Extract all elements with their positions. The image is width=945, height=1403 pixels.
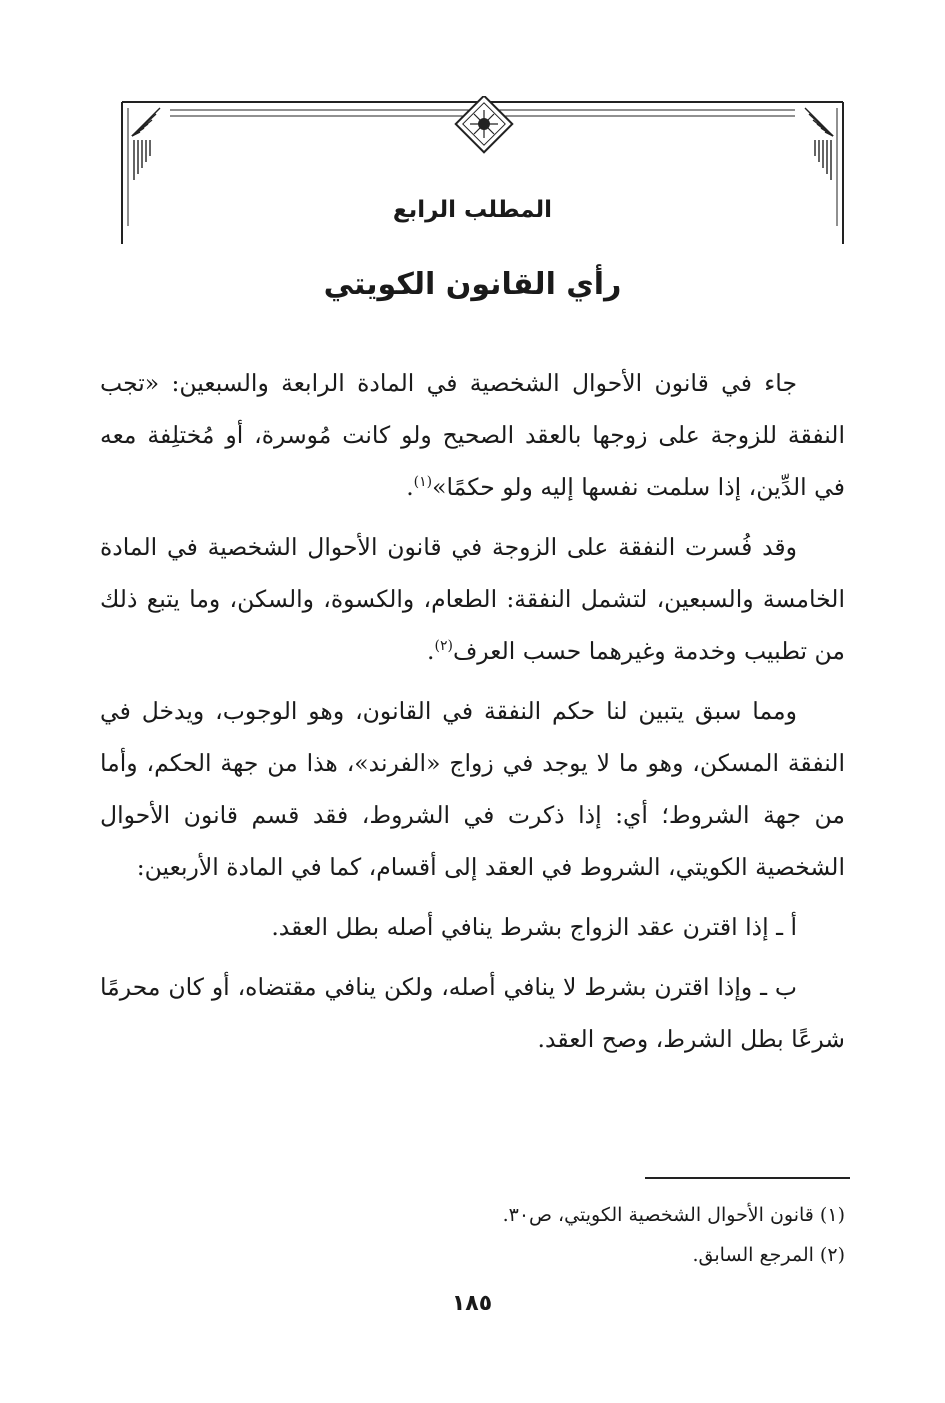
paragraph-4: أ ـ إذا اقترن عقد الزواج بشرط ينافي أصله بطل العقد. xyxy=(271,913,797,941)
footnote-1: (١) قانون الأحوال الشخصية الكويتي، ص٣٠. xyxy=(502,1204,845,1226)
footnote-2: (٢) المرجع السابق. xyxy=(692,1244,845,1266)
paragraph-2: وقد فُسرت النفقة على الزوجة في قانون الأحوال الشخصية في المادة الخامسة والسبعين، لتشمل النفقة: الطعام، والكسوة، والسكن، وما يتبع ذلك من تطبيب وخدمة وغيرهما حسب العرف$^{(٢)}$. xyxy=(100,533,845,665)
ornamental-header-frame xyxy=(110,96,855,256)
paragraph-1: جاء في قانون الأحوال الشخصية في المادة الرابعة والسبعين: «تجب النفقة للزوجة على زوجها بالعقد الصحيح ولو كانت مُوسرة، أو مُختلِفة معه في الدِّين، إذا سلمت نفسها إليه ولو حكمًا»$^{(١)}$. xyxy=(100,369,845,501)
footnote-ref-2: (٢) xyxy=(434,638,453,655)
body-text xyxy=(100,357,845,1073)
left-corner-ornament xyxy=(132,108,160,180)
footnote-separator xyxy=(645,1177,850,1179)
footnotes xyxy=(100,1195,845,1275)
paragraph-3: ومما سبق يتبين لنا حكم النفقة في القانون، وهو الوجوب، ويدخل في النفقة المسكن، وهو ما لا يوجد في زواج «الفرند»، هذا من جهة الحكم، وأما من جهة الشروط؛ أي: إذا ذكرت في الشروط، فقد قسم قانون الأحوال الشخصية الكويتي، الشروط في العقد إلى أقسام، كما في المادة الأربعين: xyxy=(100,697,845,881)
footnote-ref-1: (١) xyxy=(413,474,433,491)
section-title: رأي القانون الكويتي xyxy=(323,267,622,302)
center-diamond-ornament xyxy=(456,96,513,152)
page-number: ١٨٥ xyxy=(451,1291,493,1316)
right-corner-ornament xyxy=(805,108,833,180)
paragraph-5: ب ـ وإذا اقترن بشرط لا ينافي أصله، ولكن ينافي مقتضاه، أو كان محرمًا شرعًا بطل الشرط، وصح العقد. xyxy=(100,973,845,1053)
section-label: المطلب الرابع xyxy=(392,197,553,223)
